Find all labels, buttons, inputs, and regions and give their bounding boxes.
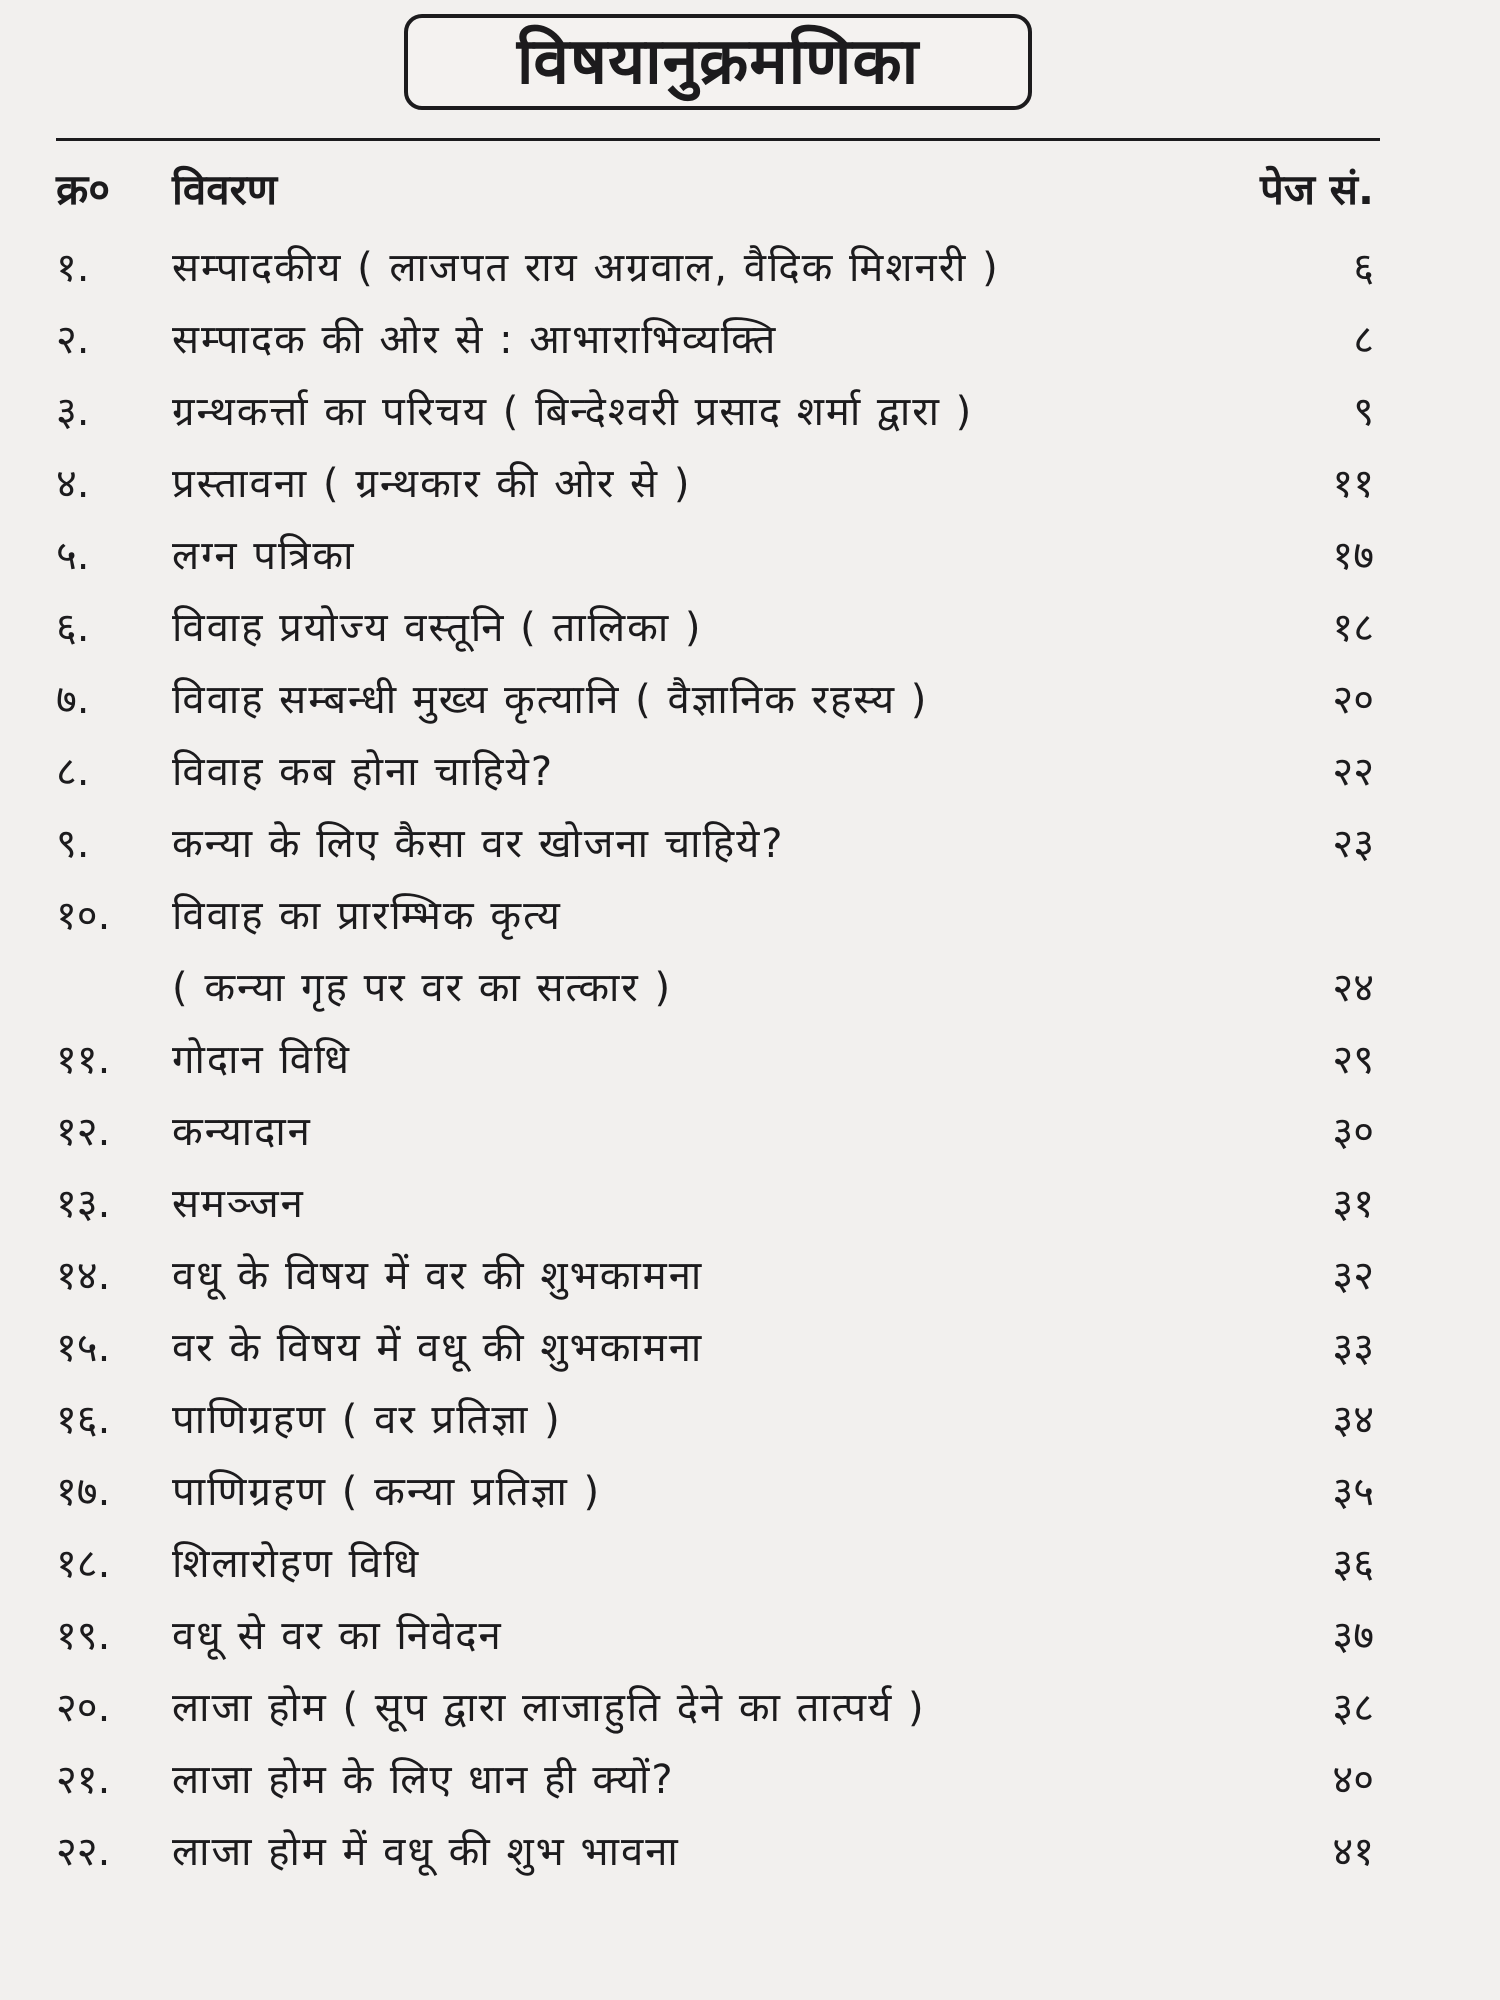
toc-entry-page: ३२ [1332,1253,1374,1299]
toc-entry [0,1312,1500,1384]
toc-entry-description-line: वधू के विषय में वर की शुभकामना [172,1253,704,1299]
toc-entry-description-line: लाजा होम में वधू की शुभ भावना [172,1829,680,1875]
toc-entry-description [172,448,1252,520]
toc-entry-number: ९. [56,821,90,867]
toc-entry-description-line: विवाह सम्बन्धी मुख्य कृत्यानि ( वैज्ञानिक रहस्य ) [172,677,929,723]
toc-entry [0,1528,1500,1600]
toc-entry [0,592,1500,664]
toc-entry-description [172,1168,1252,1240]
toc-entry [0,304,1500,376]
toc-entry-page: ८ [1353,317,1374,363]
toc-entry-description [172,232,1252,304]
toc-entry-description-line: ( कन्या गृह पर वर का सत्कार ) [172,965,673,1011]
toc-entry-page: १७ [1332,533,1374,579]
toc-entry-description [172,1528,1252,1600]
toc-entry [0,520,1500,592]
toc-entry-description-line: सम्पादक की ओर से : आभाराभिव्यक्ति [172,317,778,363]
toc-entry [0,1384,1500,1456]
toc-entry-description-line: विवाह का प्रारम्भिक कृत्य [172,893,562,939]
toc-entry-number: १६. [56,1397,111,1443]
toc-entry-number: १३. [56,1181,111,1227]
toc-entry-page: २४ [1332,965,1374,1011]
toc-entry-page: २० [1332,677,1374,723]
toc-entry-number: १. [56,245,90,291]
toc-entry-number: १७. [56,1469,111,1515]
toc-entry [0,808,1500,880]
toc-entry-page: ४१ [1332,1829,1374,1875]
toc-entry-number: ७. [56,677,90,723]
toc-entry-page: २३ [1332,821,1374,867]
toc-entry-description [172,1384,1252,1456]
toc-entry-description-line: कन्या के लिए कैसा वर खोजना चाहिये? [172,821,785,867]
toc-entry-description-line: लाजा होम के लिए धान ही क्यों? [172,1757,675,1803]
toc-entry-page: ३४ [1332,1397,1374,1443]
toc-entry [0,1456,1500,1528]
toc-entry-page: २९ [1332,1037,1374,1083]
toc-entry-number: १४. [56,1253,111,1299]
toc-entry [0,1168,1500,1240]
toc-entry-page: ३८ [1332,1685,1374,1731]
toc-entry [0,664,1500,736]
toc-entry-description [172,1024,1252,1096]
toc-entry-description-line: समञ्जन [172,1181,305,1227]
toc-entry-number: ८. [56,749,90,795]
header-divider [56,138,1380,141]
toc-entry [0,376,1500,448]
toc-entry-page: ३० [1332,1109,1374,1155]
toc-entry-description-line: पाणिग्रहण ( वर प्रतिज्ञा ) [172,1397,562,1443]
toc-entry-number: २१. [56,1757,111,1803]
toc-entry-description-line: ग्रन्थकर्त्ता का परिचय ( बिन्देश्वरी प्रसाद शर्मा द्वारा ) [172,389,974,435]
toc-entry-page: ४० [1332,1757,1374,1803]
toc-entry-description [172,376,1252,448]
toc-entry-page: ३६ [1332,1541,1374,1587]
toc-entry-page: ३३ [1332,1325,1374,1371]
header-page-number: पेज सं. [1260,165,1374,214]
toc-entry-description [172,880,1252,1024]
toc-entry-description [172,664,1252,736]
toc-entry-description-line: सम्पादकीय ( लाजपत राय अग्रवाल, वैदिक मिशनरी ) [172,245,1000,291]
toc-entry [0,1240,1500,1312]
toc-entry-page: ३७ [1332,1613,1374,1659]
toc-entry-description [172,1600,1252,1672]
toc-entry-description [172,304,1252,376]
toc-entry [0,232,1500,304]
toc-entry-description [172,1744,1252,1816]
title-box [404,14,1032,110]
toc-entry-description [172,592,1252,664]
toc-entry-description-line: प्रस्तावना ( ग्रन्थकार की ओर से ) [172,461,692,507]
toc-entry [0,1672,1500,1744]
toc-entry-page: ९ [1353,389,1374,435]
toc-entry-number: ३. [56,389,90,435]
toc-entry-description-line: वर के विषय में वधू की शुभकामना [172,1325,704,1371]
toc-entry-page: ११ [1332,461,1374,507]
toc-entry-number: २. [56,317,90,363]
toc-entry [0,1600,1500,1672]
toc-entry-description [172,1456,1252,1528]
toc-entry-description [172,1672,1252,1744]
toc-entry-description-line: पाणिग्रहण ( कन्या प्रतिज्ञा ) [172,1469,602,1515]
toc-entry-description [172,520,1252,592]
toc-entry-description-line: विवाह कब होना चाहिये? [172,749,555,795]
toc-entry-description-line: कन्यादान [172,1109,312,1155]
toc-entry [0,1096,1500,1168]
toc-header [0,160,1500,220]
toc-entry-page: ३१ [1332,1181,1374,1227]
toc-entry [0,1744,1500,1816]
toc-entry-description-line: वधू से वर का निवेदन [172,1613,503,1659]
toc-entry-number: ५. [56,533,90,579]
toc-entry [0,736,1500,808]
toc-entry-number: १९. [56,1613,111,1659]
toc-entry-page: २२ [1332,749,1374,795]
toc-entry [0,1816,1500,1888]
toc-entry-description-line: गोदान विधि [172,1037,351,1083]
toc-entry-page: ६ [1353,245,1374,291]
toc-entry-number: १८. [56,1541,111,1587]
header-description: विवरण [172,165,278,214]
toc-entry-description-line: लाजा होम ( सूप द्वारा लाजाहुति देने का तात्पर्य ) [172,1685,926,1731]
toc-entry-number: १०. [56,893,111,939]
toc-entry-number: ११. [56,1037,111,1083]
toc-entry-number: २०. [56,1685,111,1731]
toc-entry-number: १२. [56,1109,111,1155]
toc-entry-description [172,1240,1252,1312]
toc-entry [0,880,1500,1024]
page-title: विषयानुक्रमणिका [516,25,920,99]
toc-entry-description [172,808,1252,880]
toc-entry-description [172,1312,1252,1384]
toc-entry [0,1024,1500,1096]
toc-entry-description-line: विवाह प्रयोज्य वस्तूनि ( तालिका ) [172,605,703,651]
toc-entry-description-line: लग्न पत्रिका [172,533,356,579]
toc-entry-description [172,1816,1252,1888]
table-of-contents [0,232,1500,1888]
toc-entry-description [172,736,1252,808]
toc-entry-page: १८ [1332,605,1374,651]
toc-entry-number: ४. [56,461,90,507]
toc-entry-description-line: शिलारोहण विधि [172,1541,421,1587]
header-serial-number: क्र० [56,165,111,214]
toc-entry-page: ३५ [1332,1469,1374,1515]
toc-entry-number: १५. [56,1325,111,1371]
toc-entry-number: ६. [56,605,90,651]
toc-entry [0,448,1500,520]
toc-entry-number: २२. [56,1829,111,1875]
toc-entry-description [172,1096,1252,1168]
